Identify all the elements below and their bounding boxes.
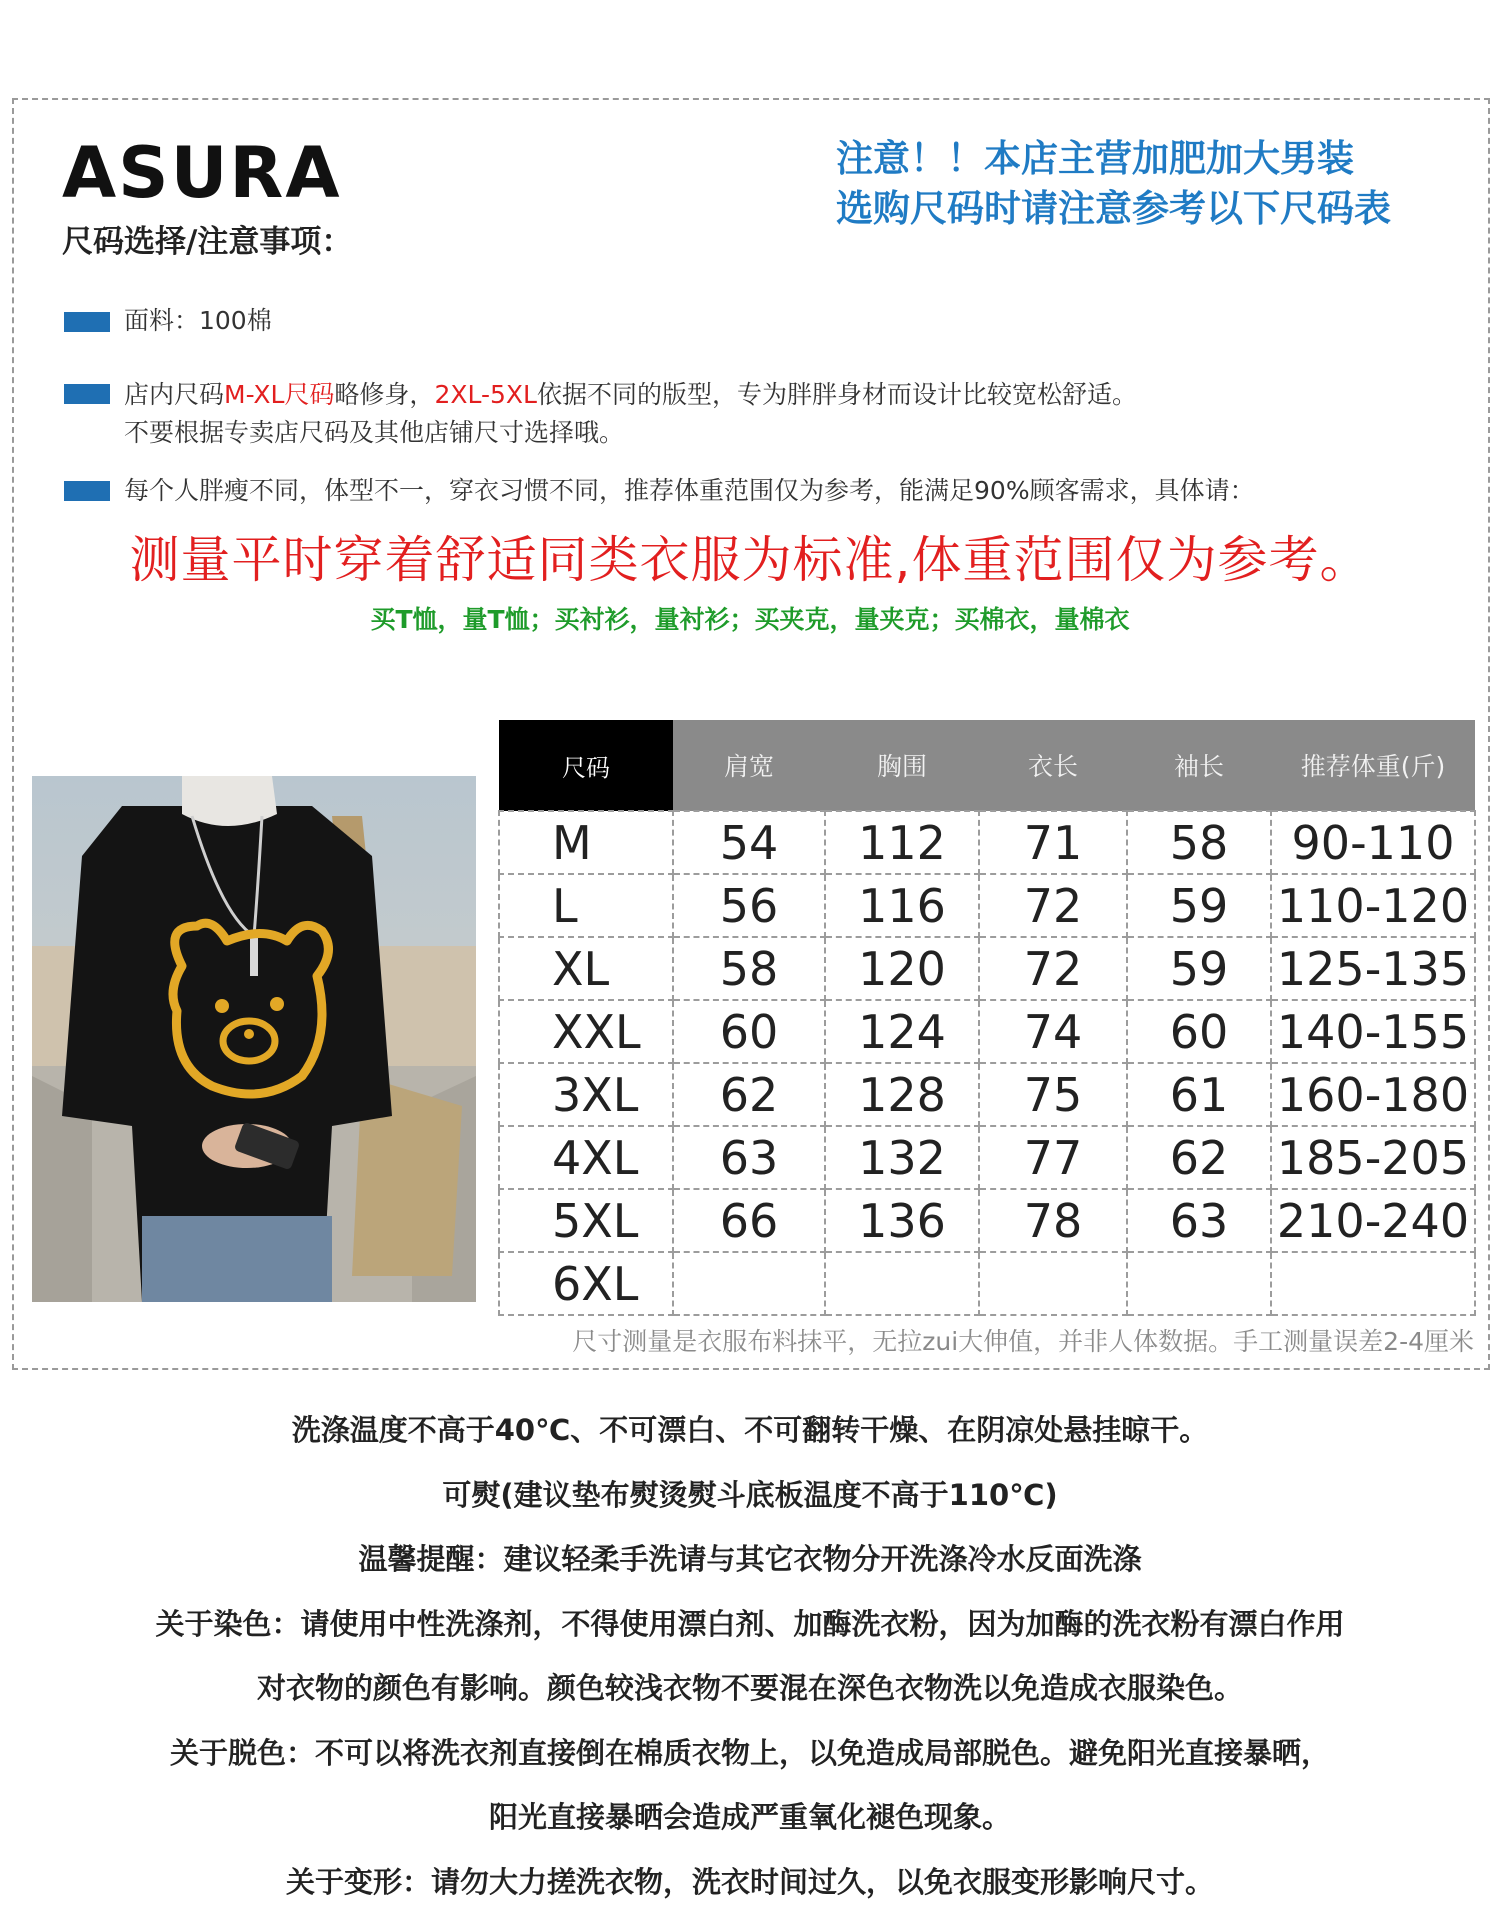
table-cell: 58 (673, 937, 825, 1000)
table-cell: 120 (825, 937, 979, 1000)
table-row (499, 1252, 1475, 1315)
brand-logo: ASURA (62, 132, 342, 214)
table-cell: 60 (1127, 1000, 1271, 1063)
bullet-marker (64, 384, 110, 404)
table-cell (673, 1252, 825, 1315)
measure-tip: 买T恤，量T恤；买衬衫，量衬衫；买夹克，量夹克；买棉衣，量棉衣 (370, 605, 1130, 634)
care-line: 洗涤温度不高于40℃、不可漂白、不可翻转干燥、在阴凉处悬挂晾干。 (291, 1413, 1209, 1447)
care-instructions (0, 1398, 1500, 1914)
table-cell: 75 (979, 1063, 1127, 1126)
table-cell: 116 (825, 874, 979, 937)
care-line: 阳光直接暴晒会造成严重氧化褪色现象。 (488, 1800, 1011, 1834)
cell-size: 6XL (499, 1252, 673, 1315)
table-row (499, 937, 1475, 1000)
table-cell: 112 (825, 811, 979, 874)
table-cell: 60 (673, 1000, 825, 1063)
size-note-highlight: 2XL-5XL (434, 380, 537, 409)
size-note-text: 略修身， (334, 380, 435, 409)
table-cell: 72 (979, 937, 1127, 1000)
care-line: 关于变形：请勿大力搓洗衣物，洗衣时间过久，以免衣服变形影响尺寸。 (285, 1864, 1214, 1899)
care-line: 温馨提醒：建议轻柔手洗请与其它衣物分开洗涤冷水反面洗涤 (358, 1542, 1142, 1576)
table-cell: 58 (1127, 811, 1271, 874)
header-length: 衣长 (979, 720, 1127, 811)
header-weight: 推荐体重(斤) (1271, 720, 1475, 811)
cell-size: L (499, 874, 673, 937)
table-cell: 132 (825, 1126, 979, 1189)
size-note-highlight: M-XL尺码 (224, 380, 335, 409)
table-row (499, 1189, 1475, 1252)
body-note: 每个人胖瘦不同，体型不一，穿衣习惯不同，推荐体重范围仅为参考，能满足90%顾客需求，具体请： (124, 476, 1255, 505)
header-shoulder: 肩宽 (673, 720, 825, 811)
table-cell: 110-120 (1271, 874, 1475, 937)
care-line: 关于染色：请使用中性洗涤剂，不得使用漂白剂、加酶洗衣粉，因为加酶的洗衣粉有漂白作用 (155, 1606, 1345, 1641)
header-size: 尺码 (499, 720, 673, 811)
table-cell (1127, 1252, 1271, 1315)
table-cell: 210-240 (1271, 1189, 1475, 1252)
cell-size: XXL (499, 1000, 673, 1063)
table-cell: 77 (979, 1126, 1127, 1189)
cell-size: M (499, 811, 673, 874)
table-row (499, 811, 1475, 874)
table-cell: 140-155 (1271, 1000, 1475, 1063)
size-note-text: 依据不同的版型，专为胖胖身材而设计比较宽松舒适。 (536, 380, 1137, 409)
table-cell: 54 (673, 811, 825, 874)
notice-line-2: 选购尺码时请注意参考以下尺码表 (836, 187, 1391, 230)
table-cell: 62 (1127, 1126, 1271, 1189)
bullet-marker (64, 481, 110, 501)
shop-notice (836, 134, 1456, 234)
table-row (499, 1063, 1475, 1126)
model-wearing-bear-sweatshirt (32, 776, 476, 1302)
size-chart-table (498, 720, 1476, 1316)
table-cell (1271, 1252, 1475, 1315)
size-note-text: 店内尺码 (124, 380, 225, 409)
measurement-disclaimer: 尺寸测量是衣服布料抹平，无拉zui大伸值，并非人体数据。手工测量误差2-4厘米 (572, 1327, 1474, 1356)
size-note-line-1 (124, 376, 1137, 414)
cell-size: XL (499, 937, 673, 1000)
page-subtitle: 尺码选择/注意事项： (62, 224, 353, 260)
table-cell: 185-205 (1271, 1126, 1475, 1189)
cell-size: 4XL (499, 1126, 673, 1189)
table-cell: 90-110 (1271, 811, 1475, 874)
care-line: 可熨(建议垫布熨烫熨斗底板温度不高于110℃) (442, 1477, 1058, 1512)
table-cell: 124 (825, 1000, 979, 1063)
table-row (499, 874, 1475, 937)
table-cell: 136 (825, 1189, 979, 1252)
table-cell: 59 (1127, 937, 1271, 1000)
table-cell: 62 (673, 1063, 825, 1126)
product-photo (32, 776, 476, 1302)
size-note (124, 376, 1137, 452)
table-cell: 78 (979, 1189, 1127, 1252)
measure-warning: 测量平时穿着舒适同类衣服为标准,体重范围仅为参考。 (129, 531, 1371, 589)
size-note-line-2: 不要根据专卖店尺码及其他店铺尺寸选择哦。 (124, 418, 625, 447)
table-cell: 56 (673, 874, 825, 937)
table-cell: 59 (1127, 874, 1271, 937)
table-cell: 66 (673, 1189, 825, 1252)
cell-size: 5XL (499, 1189, 673, 1252)
table-row (499, 1126, 1475, 1189)
table-row (499, 1000, 1475, 1063)
table-cell: 71 (979, 811, 1127, 874)
table-cell: 160-180 (1271, 1063, 1475, 1126)
table-cell (979, 1252, 1127, 1315)
header-sleeve: 袖长 (1127, 720, 1271, 811)
notice-line-1: 注意！！本店主营加肥加大男装 (836, 137, 1354, 180)
header-chest: 胸围 (825, 720, 979, 811)
table-cell: 128 (825, 1063, 979, 1126)
table-cell: 74 (979, 1000, 1127, 1063)
table-cell: 63 (1127, 1189, 1271, 1252)
care-line: 关于脱色：不可以将洗衣剂直接倒在棉质衣物上，以免造成局部脱色。避免阳光直接暴晒， (169, 1735, 1330, 1770)
table-cell: 61 (1127, 1063, 1271, 1126)
cell-size: 3XL (499, 1063, 673, 1126)
bullet-marker (64, 312, 110, 332)
table-cell: 125-135 (1271, 937, 1475, 1000)
table-cell: 72 (979, 874, 1127, 937)
care-line: 对衣物的颜色有影响。颜色较浅衣物不要混在深色衣物洗以免造成衣服染色。 (256, 1671, 1243, 1705)
fabric-note: 面料：100棉 (124, 306, 272, 335)
table-cell: 63 (673, 1126, 825, 1189)
table-cell (825, 1252, 979, 1315)
table-header-row (499, 720, 1475, 811)
